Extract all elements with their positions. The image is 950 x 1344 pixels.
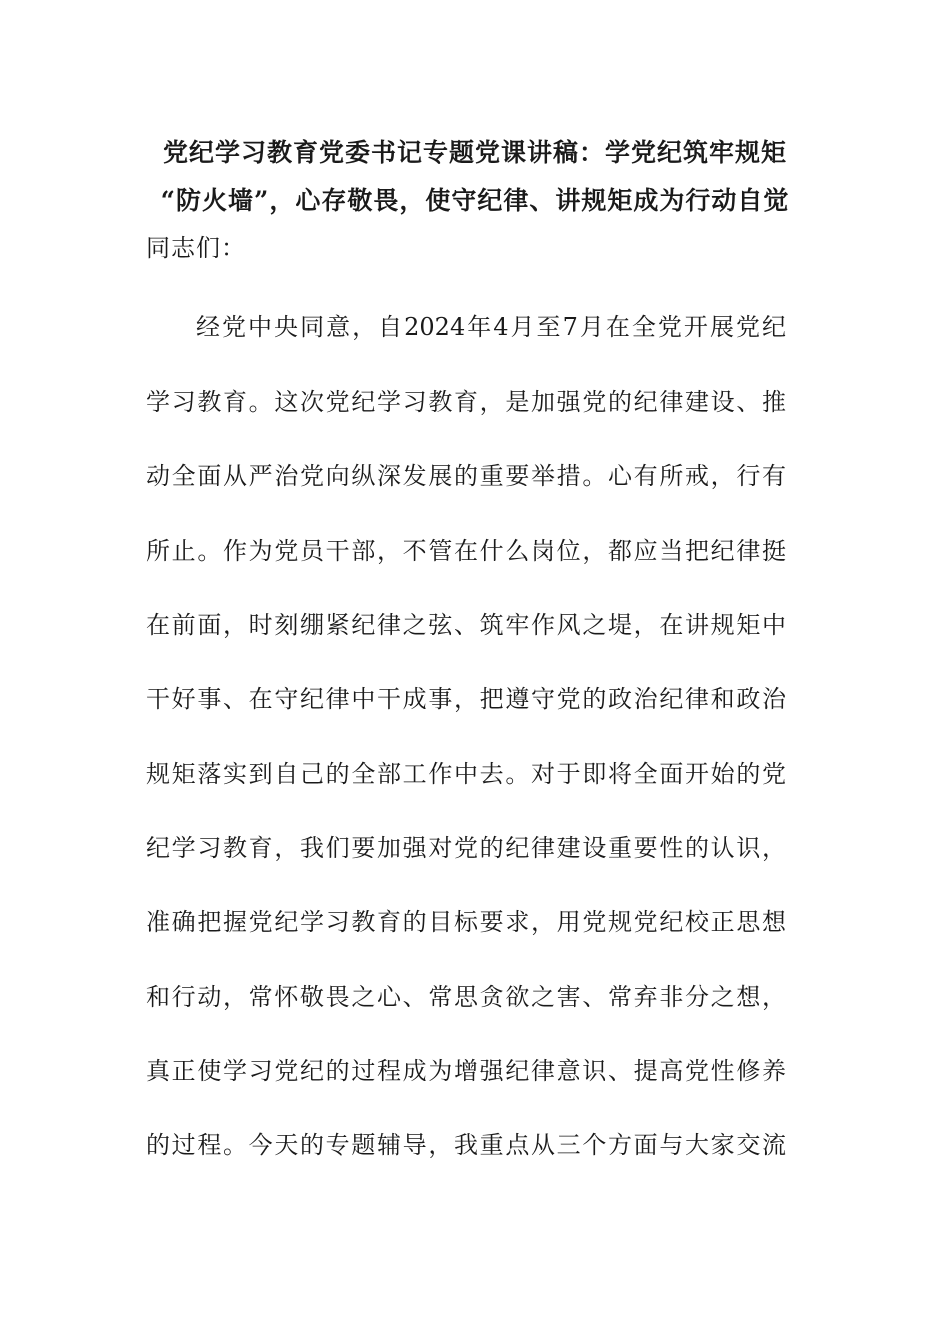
paragraph-line: 和行动，常怀敬畏之心、常思贪欲之害、常弃非分之想， bbox=[146, 983, 786, 1011]
paragraph-line: 真正使学习党纪的过程成为增强纪律意识、提高党性修养 bbox=[146, 1057, 786, 1085]
paragraph-line: 所止。作为党员干部，不管在什么岗位，都应当把纪律挺 bbox=[146, 537, 786, 565]
document-title-line-2: “防火墙”，心存敬畏，使守纪律、讲规矩成为行动自觉 bbox=[160, 186, 790, 215]
paragraph-line: 动全面从严治党向纵深发展的重要举措。心有所戒，行有 bbox=[146, 462, 786, 490]
paragraph-line: 干好事、在守纪律中干成事，把遵守党的政治纪律和政治 bbox=[146, 685, 786, 713]
salutation: 同志们： bbox=[146, 234, 246, 262]
paragraph-line: 学习教育。这次党纪学习教育，是加强党的纪律建设、推 bbox=[146, 388, 786, 416]
document-title-line-1: 党纪学习教育党委书记专题党课讲稿：学党纪筑牢规矩 bbox=[162, 138, 787, 167]
paragraph-line: 纪学习教育，我们要加强对党的纪律建设重要性的认识， bbox=[146, 834, 786, 862]
paragraph-line: 经党中央同意，自2024年4月至7月在全党开展党纪 bbox=[196, 313, 786, 341]
paragraph-line: 规矩落实到自己的全部工作中去。对于即将全面开始的党 bbox=[146, 760, 786, 788]
paragraph-line: 在前面，时刻绷紧纪律之弦、筑牢作风之堤，在讲规矩中 bbox=[146, 611, 786, 639]
paragraph-line: 的过程。今天的专题辅导，我重点从三个方面与大家交流 bbox=[146, 1131, 786, 1159]
paragraph-line: 准确把握党纪学习教育的目标要求，用党规党纪校正思想 bbox=[146, 908, 786, 936]
